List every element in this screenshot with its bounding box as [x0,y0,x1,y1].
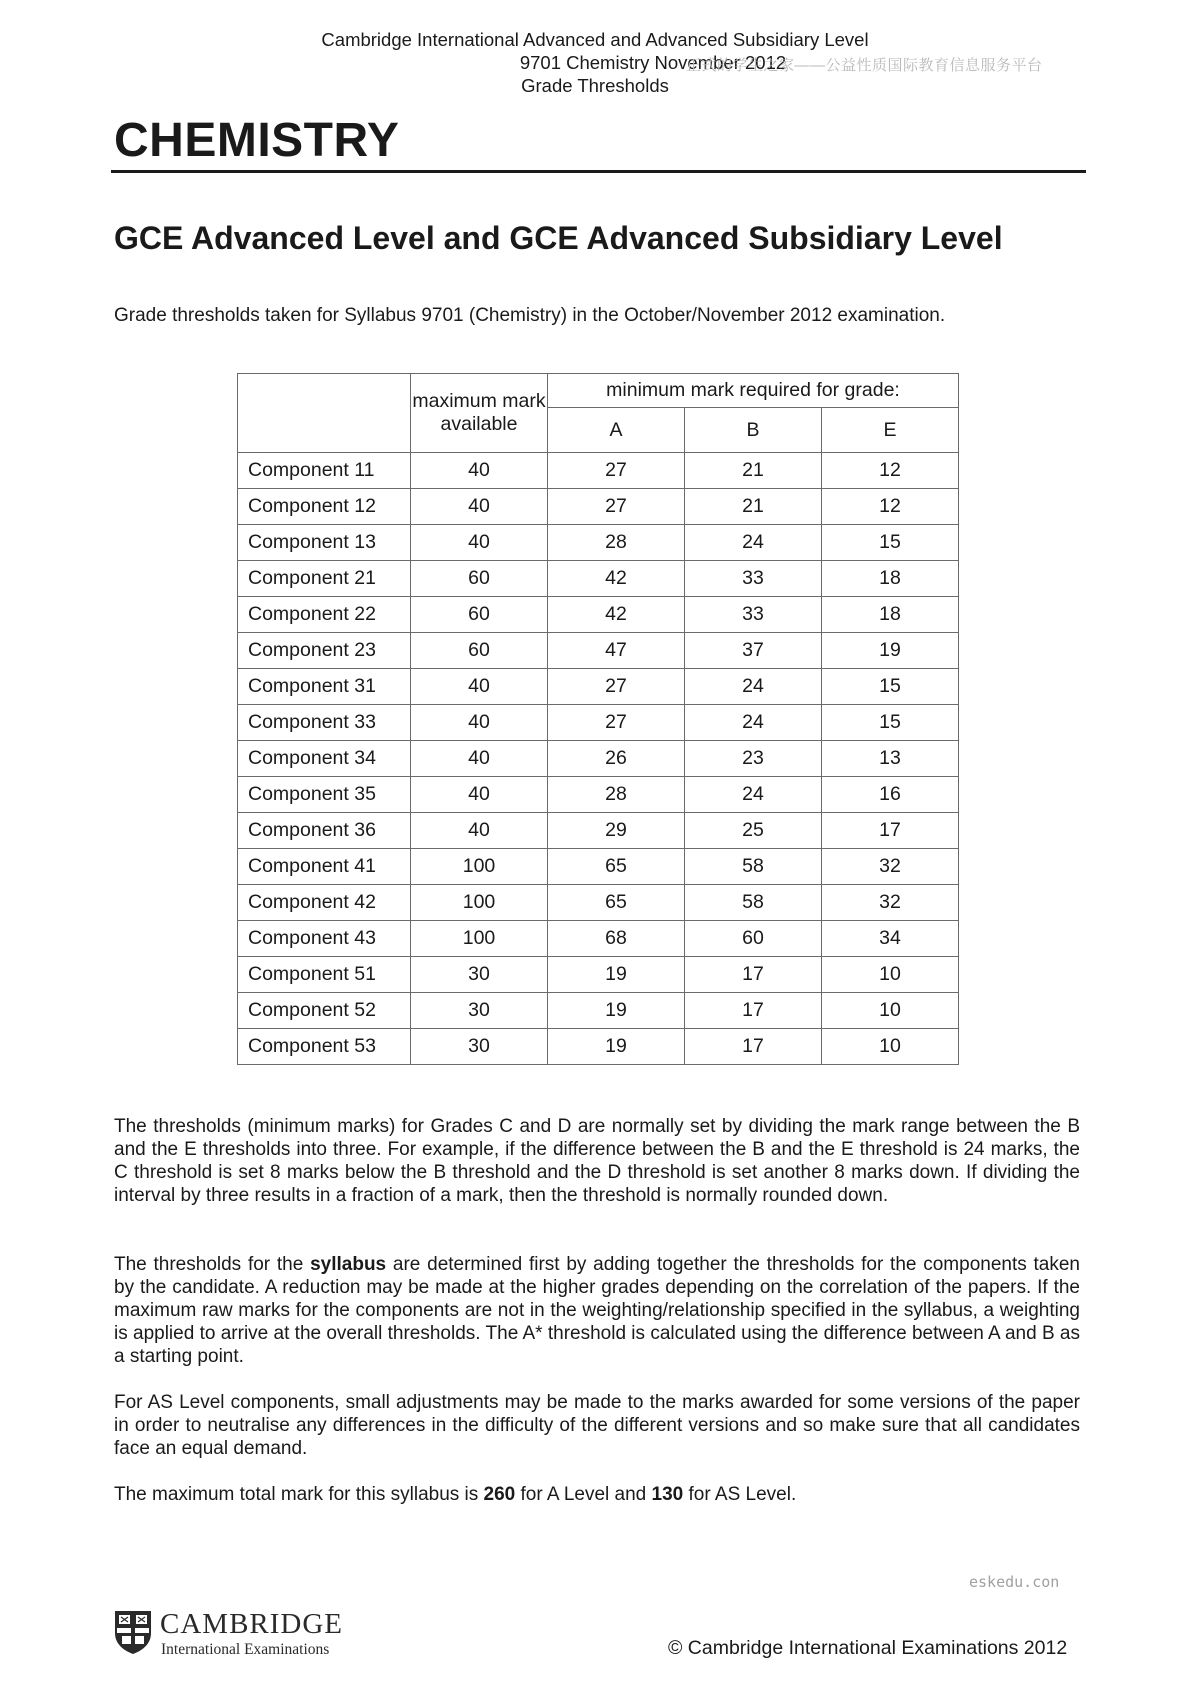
header-line-exam-board: Cambridge International Advanced and Advanced Subsidiary Level [321,29,869,50]
grade-b-cell: 58 [685,885,822,921]
grade-a-header: A [548,408,685,453]
grade-a-cell: 27 [548,669,685,705]
max-mark-cell: 60 [411,561,548,597]
grade-e-cell: 17 [822,813,959,849]
table-row [238,453,959,489]
grade-b-cell: 24 [685,705,822,741]
grade-b-cell: 24 [685,669,822,705]
paragraph-syllabus-thresholds [114,1253,1080,1368]
grade-a-cell: 47 [548,633,685,669]
paragraph-grades-c-d: The thresholds (minimum marks) for Grades C and D are normally set by dividing the mark range between the B and the E thresholds into three. For example, if the difference between the B and the E threshold is 24 marks, the C threshold is set 8 marks below the B threshold and the D threshold is set another 8 marks down. If dividing the interval by three results in a fraction of a mark, then the threshold is normally rounded down. [114,1116,1080,1206]
table-row [238,633,959,669]
grade-a-cell: 28 [548,777,685,813]
grade-e-cell: 18 [822,597,959,633]
component-name-cell: Component 23 [238,633,411,669]
header-line-syllabus: 9701 Chemistry November 2012 [519,52,787,73]
grade-b-header: B [685,408,822,453]
p2-text-after: are determined first by adding together the thresholds for the components taken by the candidate. A reduction may be made at the higher grades depending on the correlation of the papers. If the maximum raw marks for the components are not in the weighting/relationship specified in the syllabus, a weighting is applied to arrive at the overall thresholds. The A* threshold is calculated using the difference between A and B as a starting point. [114,1254,1080,1367]
top-watermark: 正式的学生之家——公益性质国际教育信息服务平台 [686,57,1043,74]
grade-e-cell: 15 [822,525,959,561]
table-row [238,993,959,1029]
grade-a-cell: 65 [548,849,685,885]
grade-e-cell: 19 [822,633,959,669]
logo-wordmark: CAMBRIDGE [160,1608,344,1640]
component-name-cell: Component 35 [238,777,411,813]
component-name-cell: Component 36 [238,813,411,849]
grade-b-cell: 24 [685,777,822,813]
max-mark-cell: 30 [411,993,548,1029]
max-mark-cell: 40 [411,489,548,525]
grade-e-header: E [822,408,959,453]
component-name-cell: Component 21 [238,561,411,597]
title-underline-divider [111,170,1086,173]
paragraph-as-adjustments: For AS Level components, small adjustments may be made to the marks awarded for some versions of the paper in order to neutralise any differences in the difficulty of the different versions and so make sure that all candidates face an equal demand. [114,1392,1080,1459]
grade-e-cell: 10 [822,993,959,1029]
bottom-watermark: eskedu.con [969,1573,1060,1591]
grade-e-cell: 18 [822,561,959,597]
a-level-total: 260 [483,1484,516,1505]
component-name-cell: Component 51 [238,957,411,993]
table-row [238,669,959,705]
max-mark-cell: 30 [411,957,548,993]
max-mark-cell: 40 [411,741,548,777]
p4-text-2: for A Level and [515,1484,652,1505]
grade-b-cell: 23 [685,741,822,777]
header-line-doc-type: Grade Thresholds [521,75,669,96]
component-name-cell: Component 43 [238,921,411,957]
grade-a-cell: 19 [548,957,685,993]
table-row [238,921,959,957]
grade-b-cell: 17 [685,1029,822,1065]
max-mark-cell: 100 [411,885,548,921]
grade-a-cell: 68 [548,921,685,957]
p4-text-3: for AS Level. [683,1484,797,1505]
max-mark-cell: 40 [411,669,548,705]
component-name-cell: Component 13 [238,525,411,561]
max-mark-cell: 40 [411,705,548,741]
max-mark-cell: 40 [411,525,548,561]
grade-e-cell: 34 [822,921,959,957]
grade-a-cell: 42 [548,597,685,633]
table-row [238,957,959,993]
component-name-cell: Component 34 [238,741,411,777]
grade-threshold-table [237,373,959,1065]
max-mark-cell: 40 [411,813,548,849]
component-name-cell: Component 41 [238,849,411,885]
grade-a-cell: 27 [548,489,685,525]
table-row [238,813,959,849]
component-name-cell: Component 11 [238,453,411,489]
grade-a-cell: 26 [548,741,685,777]
p2-text-before: The thresholds for the [114,1254,311,1275]
grade-b-cell: 24 [685,525,822,561]
table-row [238,525,959,561]
grade-e-cell: 16 [822,777,959,813]
as-level-total: 130 [651,1484,684,1505]
grade-a-cell: 27 [548,705,685,741]
grade-e-cell: 12 [822,489,959,525]
grade-a-cell: 19 [548,1029,685,1065]
paragraph-max-total [114,1483,1080,1506]
max-mark-cell: 30 [411,1029,548,1065]
component-name-cell: Component 52 [238,993,411,1029]
grade-a-cell: 65 [548,885,685,921]
subject-title: CHEMISTRY [114,114,400,167]
grade-b-cell: 21 [685,489,822,525]
grade-b-cell: 25 [685,813,822,849]
table-row [238,777,959,813]
grade-b-cell: 17 [685,993,822,1029]
grade-b-cell: 21 [685,453,822,489]
table-row [238,561,959,597]
threshold-rows [238,453,959,1065]
grade-a-cell: 27 [548,453,685,489]
grade-e-cell: 15 [822,669,959,705]
grade-a-cell: 19 [548,993,685,1029]
copyright-notice: © Cambridge International Examinations 2012 [668,1637,1068,1659]
min-mark-header: minimum mark required for grade: [548,374,959,408]
max-mark-cell: 40 [411,453,548,489]
component-name-cell: Component 31 [238,669,411,705]
component-name-cell: Component 42 [238,885,411,921]
grade-e-cell: 15 [822,705,959,741]
table-row [238,597,959,633]
level-heading: GCE Advanced Level and GCE Advanced Subsidiary Level [114,220,1003,256]
table-corner-cell [238,374,411,453]
component-name-cell: Component 22 [238,597,411,633]
grade-b-cell: 37 [685,633,822,669]
grade-e-cell: 32 [822,885,959,921]
grade-a-cell: 29 [548,813,685,849]
max-mark-header: maximum mark available [411,374,548,453]
max-mark-cell: 60 [411,597,548,633]
table-row [238,741,959,777]
intro-text: Grade thresholds taken for Syllabus 9701 (Chemistry) in the October/November 2012 examination. [114,305,946,326]
grade-e-cell: 32 [822,849,959,885]
cambridge-logo [113,1608,353,1660]
logo-subtitle: International Examinations [161,1641,330,1658]
grade-b-cell: 60 [685,921,822,957]
max-mark-cell: 100 [411,921,548,957]
grade-b-cell: 33 [685,561,822,597]
grade-b-cell: 17 [685,957,822,993]
grade-e-cell: 12 [822,453,959,489]
max-mark-cell: 100 [411,849,548,885]
table-row [238,885,959,921]
table-row [238,849,959,885]
component-name-cell: Component 12 [238,489,411,525]
p2-bold-syllabus: syllabus [310,1254,387,1275]
grade-e-cell: 13 [822,741,959,777]
grade-b-cell: 33 [685,597,822,633]
p4-text-1: The maximum total mark for this syllabus is [114,1484,484,1505]
table-row [238,705,959,741]
component-name-cell: Component 33 [238,705,411,741]
component-name-cell: Component 53 [238,1029,411,1065]
grade-b-cell: 58 [685,849,822,885]
table-row [238,1029,959,1065]
grade-e-cell: 10 [822,957,959,993]
max-mark-cell: 60 [411,633,548,669]
grade-a-cell: 28 [548,525,685,561]
grade-a-cell: 42 [548,561,685,597]
grade-e-cell: 10 [822,1029,959,1065]
max-mark-cell: 40 [411,777,548,813]
table-row [238,489,959,525]
crest-icon [113,1609,153,1655]
